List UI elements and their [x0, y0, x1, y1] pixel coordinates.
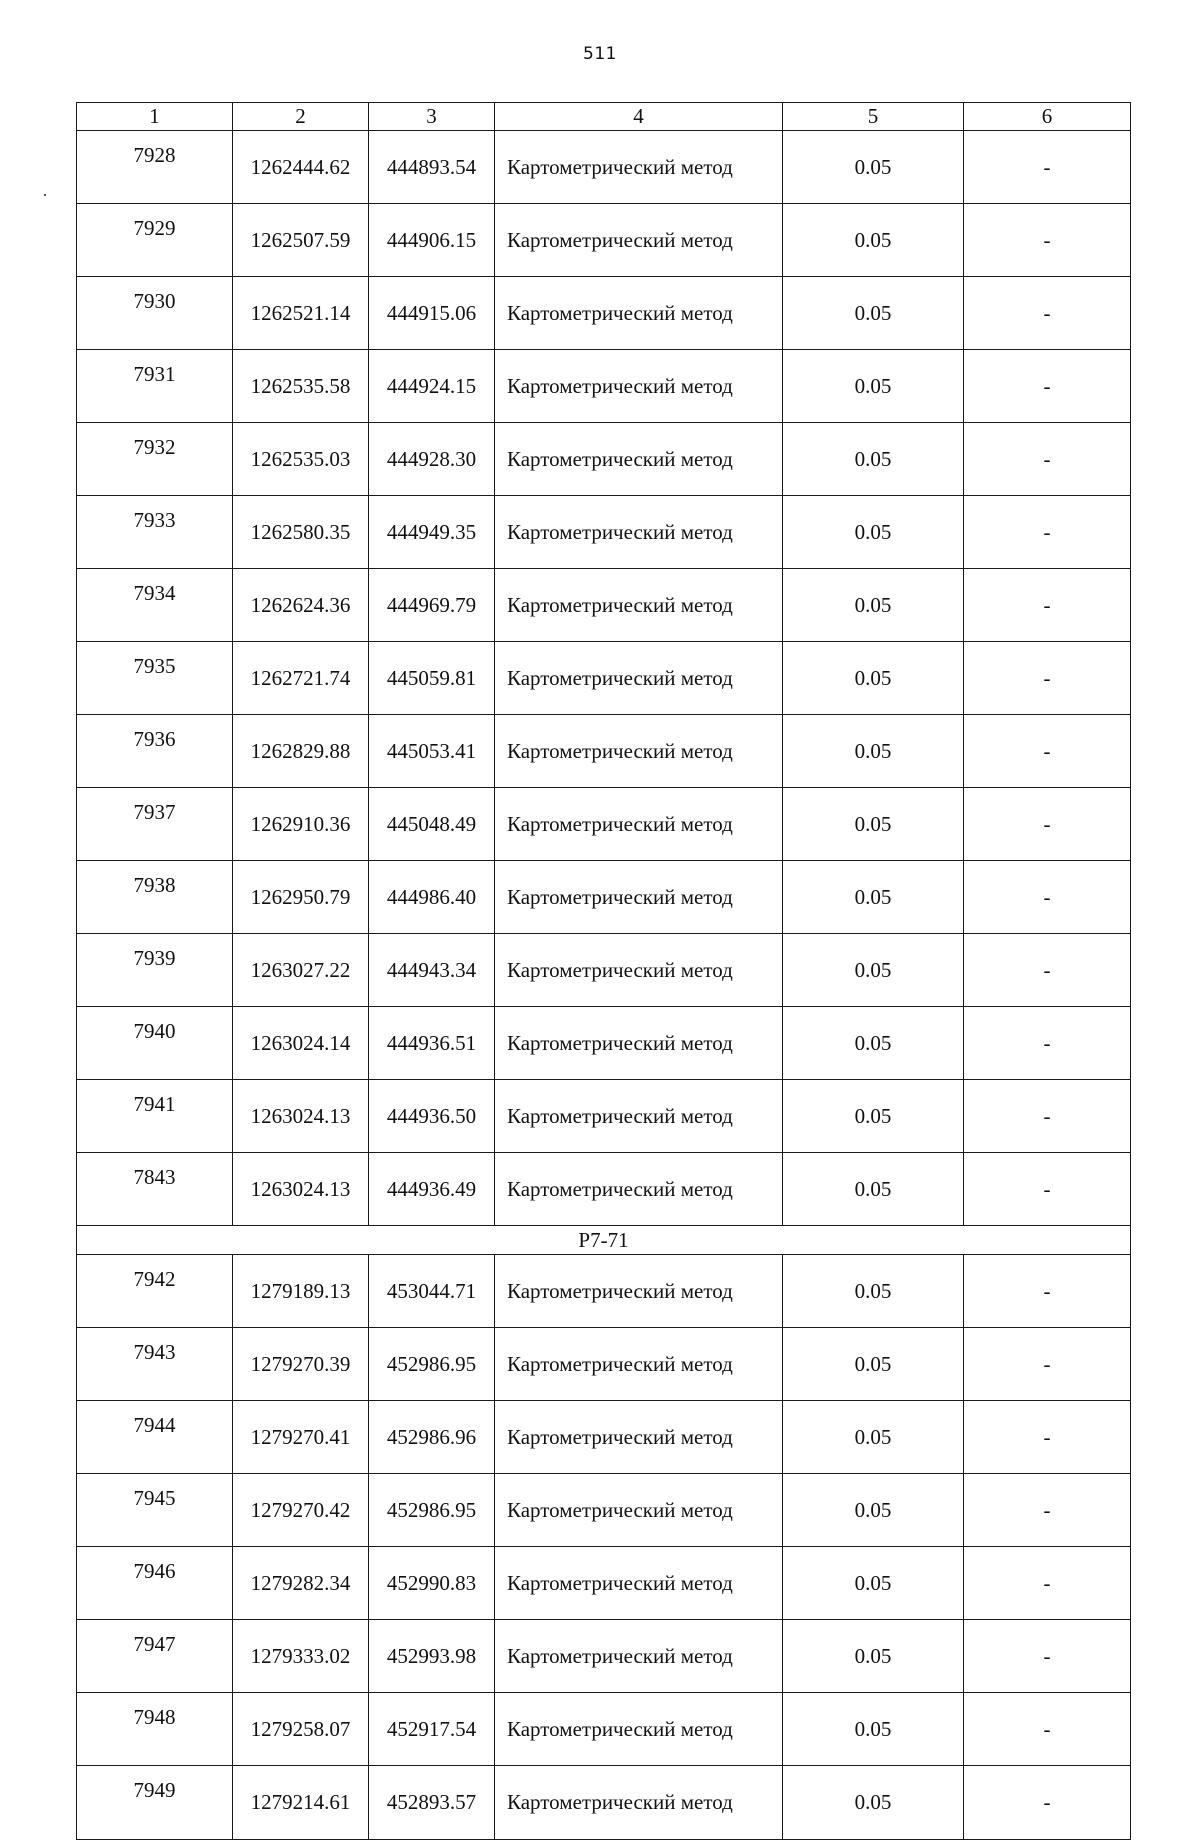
note-cell: - — [964, 1255, 1131, 1328]
accuracy-cell: 0.05 — [783, 1007, 964, 1080]
x-coordinate-cell: 1279214.61 — [233, 1766, 369, 1840]
table-row — [77, 1547, 1131, 1620]
table-row — [77, 131, 1131, 204]
point-number-cell: 7948 — [77, 1693, 233, 1766]
method-cell: Картометрический метод — [495, 1153, 783, 1226]
accuracy-cell: 0.05 — [783, 1693, 964, 1766]
y-coordinate-cell: 452986.95 — [369, 1328, 495, 1401]
method-cell: Картометрический метод — [495, 131, 783, 204]
y-coordinate-cell: 444943.34 — [369, 934, 495, 1007]
x-coordinate-cell: 1262829.88 — [233, 715, 369, 788]
accuracy-cell: 0.05 — [783, 204, 964, 277]
column-header: 2 — [233, 103, 369, 131]
method-cell: Картометрический метод — [495, 496, 783, 569]
y-coordinate-cell: 444969.79 — [369, 569, 495, 642]
accuracy-cell: 0.05 — [783, 350, 964, 423]
note-cell: - — [964, 1080, 1131, 1153]
point-number-cell: 7929 — [77, 204, 233, 277]
point-number-cell: 7945 — [77, 1474, 233, 1547]
note-cell: - — [964, 204, 1131, 277]
x-coordinate-cell: 1262721.74 — [233, 642, 369, 715]
y-coordinate-cell: 444906.15 — [369, 204, 495, 277]
table-row — [77, 1255, 1131, 1328]
note-cell: - — [964, 1547, 1131, 1620]
accuracy-cell: 0.05 — [783, 1401, 964, 1474]
table-row — [77, 1401, 1131, 1474]
y-coordinate-cell: 445053.41 — [369, 715, 495, 788]
accuracy-cell: 0.05 — [783, 788, 964, 861]
method-cell: Картометрический метод — [495, 715, 783, 788]
point-number-cell: 7932 — [77, 423, 233, 496]
column-header: 4 — [495, 103, 783, 131]
point-number-cell: 7937 — [77, 788, 233, 861]
accuracy-cell: 0.05 — [783, 861, 964, 934]
x-coordinate-cell: 1263024.13 — [233, 1080, 369, 1153]
column-header: 3 — [369, 103, 495, 131]
accuracy-cell: 0.05 — [783, 1474, 964, 1547]
y-coordinate-cell: 452993.98 — [369, 1620, 495, 1693]
x-coordinate-cell: 1262624.36 — [233, 569, 369, 642]
y-coordinate-cell: 444936.51 — [369, 1007, 495, 1080]
point-number-cell: 7943 — [77, 1328, 233, 1401]
table-row — [77, 642, 1131, 715]
note-cell: - — [964, 642, 1131, 715]
note-cell: - — [964, 1766, 1131, 1840]
point-number-cell: 7942 — [77, 1255, 233, 1328]
point-number-cell: 7935 — [77, 642, 233, 715]
x-coordinate-cell: 1263027.22 — [233, 934, 369, 1007]
method-cell: Картометрический метод — [495, 1007, 783, 1080]
accuracy-cell: 0.05 — [783, 496, 964, 569]
note-cell: - — [964, 861, 1131, 934]
point-number-cell: 7939 — [77, 934, 233, 1007]
accuracy-cell: 0.05 — [783, 1153, 964, 1226]
y-coordinate-cell: 444924.15 — [369, 350, 495, 423]
point-number-cell: 7936 — [77, 715, 233, 788]
header-row — [77, 103, 1131, 131]
accuracy-cell: 0.05 — [783, 1255, 964, 1328]
accuracy-cell: 0.05 — [783, 715, 964, 788]
accuracy-cell: 0.05 — [783, 569, 964, 642]
x-coordinate-cell: 1262910.36 — [233, 788, 369, 861]
accuracy-cell: 0.05 — [783, 277, 964, 350]
y-coordinate-cell: 444936.50 — [369, 1080, 495, 1153]
table-row — [77, 569, 1131, 642]
method-cell: Картометрический метод — [495, 277, 783, 350]
table-row — [77, 496, 1131, 569]
y-coordinate-cell: 452986.96 — [369, 1401, 495, 1474]
table-row — [77, 861, 1131, 934]
method-cell: Картометрический метод — [495, 204, 783, 277]
accuracy-cell: 0.05 — [783, 1620, 964, 1693]
x-coordinate-cell: 1262444.62 — [233, 131, 369, 204]
method-cell: Картометрический метод — [495, 1693, 783, 1766]
y-coordinate-cell: 445059.81 — [369, 642, 495, 715]
method-cell: Картометрический метод — [495, 1474, 783, 1547]
table-row — [77, 934, 1131, 1007]
accuracy-cell: 0.05 — [783, 1766, 964, 1840]
method-cell: Картометрический метод — [495, 788, 783, 861]
y-coordinate-cell: 444936.49 — [369, 1153, 495, 1226]
x-coordinate-cell: 1262507.59 — [233, 204, 369, 277]
y-coordinate-cell: 452893.57 — [369, 1766, 495, 1840]
note-cell: - — [964, 496, 1131, 569]
scan-speck — [44, 194, 46, 196]
y-coordinate-cell: 444949.35 — [369, 496, 495, 569]
note-cell: - — [964, 1474, 1131, 1547]
method-cell: Картометрический метод — [495, 1766, 783, 1840]
method-cell: Картометрический метод — [495, 1401, 783, 1474]
method-cell: Картометрический метод — [495, 350, 783, 423]
table-row — [77, 1080, 1131, 1153]
table-row — [77, 277, 1131, 350]
note-cell: - — [964, 423, 1131, 496]
page-number: 511 — [583, 44, 617, 64]
note-cell: - — [964, 350, 1131, 423]
column-header: 5 — [783, 103, 964, 131]
point-number-cell: 7938 — [77, 861, 233, 934]
x-coordinate-cell: 1262580.35 — [233, 496, 369, 569]
table-row — [77, 350, 1131, 423]
note-cell: - — [964, 934, 1131, 1007]
x-coordinate-cell: 1279189.13 — [233, 1255, 369, 1328]
x-coordinate-cell: 1279270.42 — [233, 1474, 369, 1547]
x-coordinate-cell: 1262535.58 — [233, 350, 369, 423]
x-coordinate-cell: 1263024.14 — [233, 1007, 369, 1080]
point-number-cell: 7949 — [77, 1766, 233, 1840]
method-cell: Картометрический метод — [495, 569, 783, 642]
accuracy-cell: 0.05 — [783, 1547, 964, 1620]
table-row — [77, 715, 1131, 788]
accuracy-cell: 0.05 — [783, 131, 964, 204]
method-cell: Картометрический метод — [495, 1080, 783, 1153]
note-cell: - — [964, 1328, 1131, 1401]
table-row — [77, 788, 1131, 861]
table-row — [77, 1007, 1131, 1080]
y-coordinate-cell: 452986.95 — [369, 1474, 495, 1547]
accuracy-cell: 0.05 — [783, 1328, 964, 1401]
point-number-cell: 7934 — [77, 569, 233, 642]
note-cell: - — [964, 569, 1131, 642]
coordinates-table — [76, 102, 1131, 1840]
accuracy-cell: 0.05 — [783, 934, 964, 1007]
point-number-cell: 7944 — [77, 1401, 233, 1474]
note-cell: - — [964, 715, 1131, 788]
section-title: Р7-71 — [77, 1226, 1131, 1255]
y-coordinate-cell: 452990.83 — [369, 1547, 495, 1620]
x-coordinate-cell: 1262535.03 — [233, 423, 369, 496]
table-row — [77, 1474, 1131, 1547]
x-coordinate-cell: 1279282.34 — [233, 1547, 369, 1620]
note-cell: - — [964, 1693, 1131, 1766]
note-cell: - — [964, 1401, 1131, 1474]
y-coordinate-cell: 444986.40 — [369, 861, 495, 934]
point-number-cell: 7931 — [77, 350, 233, 423]
y-coordinate-cell: 444928.30 — [369, 423, 495, 496]
x-coordinate-cell: 1263024.13 — [233, 1153, 369, 1226]
note-cell: - — [964, 1620, 1131, 1693]
note-cell: - — [964, 277, 1131, 350]
table-row — [77, 1766, 1131, 1840]
y-coordinate-cell: 452917.54 — [369, 1693, 495, 1766]
method-cell: Картометрический метод — [495, 1547, 783, 1620]
method-cell: Картометрический метод — [495, 861, 783, 934]
table-row — [77, 423, 1131, 496]
point-number-cell: 7940 — [77, 1007, 233, 1080]
point-number-cell: 7946 — [77, 1547, 233, 1620]
method-cell: Картометрический метод — [495, 1328, 783, 1401]
column-header: 1 — [77, 103, 233, 131]
accuracy-cell: 0.05 — [783, 423, 964, 496]
y-coordinate-cell: 444893.54 — [369, 131, 495, 204]
y-coordinate-cell: 444915.06 — [369, 277, 495, 350]
method-cell: Картометрический метод — [495, 1620, 783, 1693]
table-row — [77, 1328, 1131, 1401]
y-coordinate-cell: 445048.49 — [369, 788, 495, 861]
accuracy-cell: 0.05 — [783, 1080, 964, 1153]
point-number-cell: 7947 — [77, 1620, 233, 1693]
y-coordinate-cell: 453044.71 — [369, 1255, 495, 1328]
point-number-cell: 7928 — [77, 131, 233, 204]
table-row — [77, 1693, 1131, 1766]
x-coordinate-cell: 1279270.41 — [233, 1401, 369, 1474]
column-header: 6 — [964, 103, 1131, 131]
x-coordinate-cell: 1262950.79 — [233, 861, 369, 934]
table-row — [77, 204, 1131, 277]
method-cell: Картометрический метод — [495, 934, 783, 1007]
x-coordinate-cell: 1279270.39 — [233, 1328, 369, 1401]
table-row — [77, 1153, 1131, 1226]
note-cell: - — [964, 131, 1131, 204]
accuracy-cell: 0.05 — [783, 642, 964, 715]
section-row — [77, 1226, 1131, 1255]
x-coordinate-cell: 1279333.02 — [233, 1620, 369, 1693]
method-cell: Картометрический метод — [495, 423, 783, 496]
note-cell: - — [964, 788, 1131, 861]
point-number-cell: 7941 — [77, 1080, 233, 1153]
x-coordinate-cell: 1262521.14 — [233, 277, 369, 350]
method-cell: Картометрический метод — [495, 1255, 783, 1328]
x-coordinate-cell: 1279258.07 — [233, 1693, 369, 1766]
note-cell: - — [964, 1007, 1131, 1080]
point-number-cell: 7930 — [77, 277, 233, 350]
table-row — [77, 1620, 1131, 1693]
point-number-cell: 7933 — [77, 496, 233, 569]
point-number-cell: 7843 — [77, 1153, 233, 1226]
method-cell: Картометрический метод — [495, 642, 783, 715]
note-cell: - — [964, 1153, 1131, 1226]
table-body — [77, 131, 1131, 1840]
